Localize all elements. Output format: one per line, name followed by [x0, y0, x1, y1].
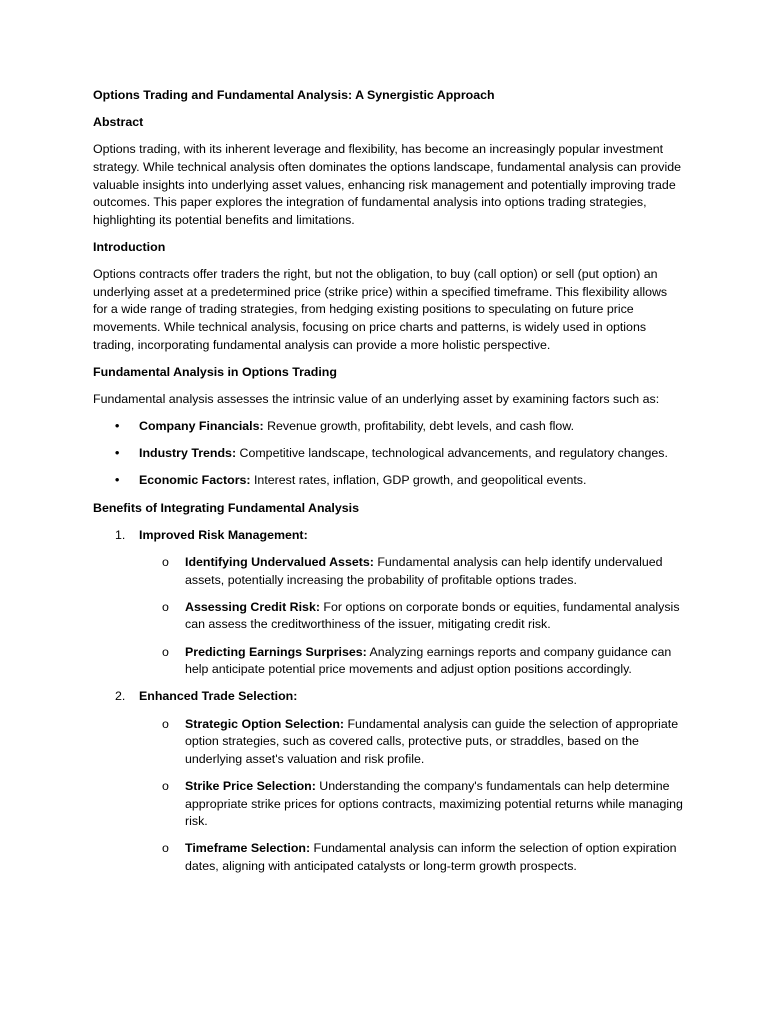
item-label: Company Financials: — [139, 419, 264, 434]
bullet-icon: • — [115, 446, 120, 461]
list-item — [139, 554, 683, 589]
sub-list — [139, 716, 683, 876]
fundamental-heading: Fundamental Analysis in Options Trading — [93, 364, 337, 379]
item-text: For options on corporate bonds or equities, fundamental analysis can assess the creditworthiness of the issuer, mitigating credit risk. — [185, 599, 680, 632]
sub-bullet-icon: o — [162, 644, 169, 659]
abstract-heading: Abstract — [93, 115, 144, 130]
item-label: Strategic Option Selection: — [185, 716, 345, 731]
section-number: 1. — [115, 527, 126, 542]
list-item — [139, 716, 683, 769]
item-text: Fundamental analysis can guide the selection of appropriate option strategies, such as covered calls, protective puts, or straddles, based on the underlying asset's valuation and risk profile. — [185, 716, 679, 766]
benefits-heading: Benefits of Integrating Fundamental Analysis — [93, 500, 359, 515]
list-item — [93, 418, 683, 436]
item-label: Timeframe Selection: — [185, 841, 311, 856]
list-item — [139, 778, 683, 831]
sub-bullet-icon: o — [162, 716, 169, 731]
factor-list — [93, 418, 683, 490]
item-label: Industry Trends: — [139, 446, 237, 461]
introduction-heading: Introduction — [93, 239, 166, 254]
item-text: Competitive landscape, technological advancements, and regulatory changes. — [236, 446, 668, 461]
item-label: Economic Factors: — [139, 473, 251, 488]
benefit-section — [93, 688, 683, 875]
item-text: Revenue growth, profitability, debt levels, and cash flow. — [263, 419, 575, 434]
item-text: Interest rates, inflation, GDP growth, and geopolitical events. — [250, 473, 587, 488]
list-item — [139, 644, 683, 679]
list-item — [93, 445, 683, 463]
fundamental-intro: Fundamental analysis assesses the intrinsic value of an underlying asset by examining factors such as: — [93, 391, 660, 406]
sub-bullet-icon: o — [162, 599, 169, 614]
section-title: Enhanced Trade Selection: — [139, 689, 298, 704]
document-title: Options Trading and Fundamental Analysis: A Synergistic Approach — [93, 88, 495, 102]
list-item — [93, 472, 683, 490]
sub-list — [139, 554, 683, 679]
bullet-icon: • — [115, 473, 120, 488]
section-number: 2. — [115, 689, 126, 704]
item-text: Fundamental analysis can inform the selection of option expiration dates, aligning with anticipated catalysts or long-term growth prospects. — [185, 841, 677, 873]
sub-bullet-icon: o — [162, 841, 169, 856]
list-item — [139, 599, 683, 634]
bullet-icon: • — [115, 419, 120, 434]
section-title: Improved Risk Management: — [139, 527, 308, 542]
item-text: Analyzing earnings reports and company guidance can help anticipate potential price movements and adjust option positions accordingly. — [185, 644, 672, 677]
item-text: Understanding the company's fundamentals can help determine appropriate strike prices for options contracts, maximizing potential returns while managing risk. — [185, 778, 683, 829]
item-label: Identifying Undervalued Assets: — [185, 555, 374, 569]
document-page — [93, 87, 683, 885]
benefit-section — [93, 527, 683, 679]
item-label: Predicting Earnings Surprises: — [185, 644, 367, 659]
sub-bullet-icon: o — [162, 778, 169, 793]
abstract-text: Options trading, with its inherent leverage and flexibility, has become an increasingly popular investment strategy. While technical analysis often dominates the options landscape, fundamental analysis can provide valuable insights into underlying asset values, enhancing risk management and potentially improving trade outcomes. This paper explores the integration of fundamental analysis into options trading strategies, highlighting its potential benefits and limitations. — [93, 142, 681, 227]
item-label: Assessing Credit Risk: — [185, 599, 320, 614]
item-text: Fundamental analysis can help identify undervalued assets, potentially increasing the probability of profitable options trades. — [185, 555, 663, 587]
list-item — [139, 840, 683, 875]
item-label: Strike Price Selection: — [185, 778, 316, 793]
introduction-text: Options contracts offer traders the right, but not the obligation, to buy (call option) or sell (put option) an underlying asset at a predetermined price (strike price) within a specified timeframe. This flexibility allows for a wide range of trading strategies, from hedging existing positions to speculating on future price movements. While technical analysis, focusing on price charts and patterns, is widely used in options trading, incorporating fundamental analysis can provide a more holistic perspective. — [93, 267, 668, 352]
benefits-list — [93, 527, 683, 876]
sub-bullet-icon: o — [162, 555, 169, 569]
